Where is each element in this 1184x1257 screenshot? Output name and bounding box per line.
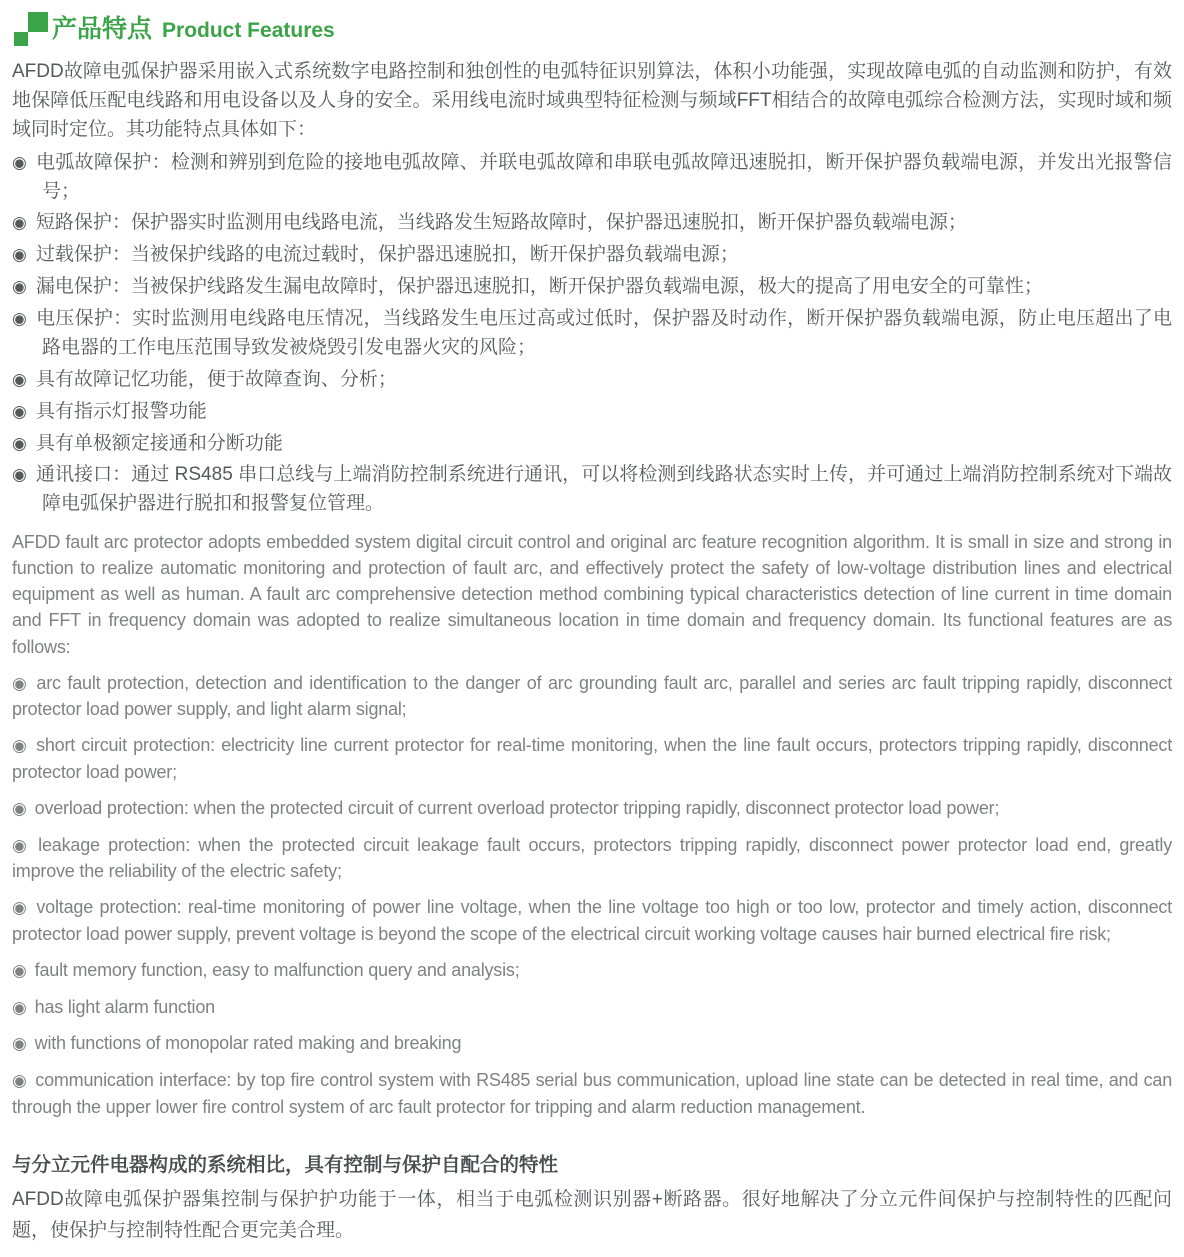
feature-item-zh: [12, 461, 1172, 519]
fisheye-bullet-icon: ◉: [12, 1034, 27, 1054]
green-square-small: [14, 32, 28, 46]
feature-text-zh: 具有故障记忆功能，便于故障查询、分析；: [35, 368, 397, 390]
feature-item-zh: [12, 398, 1172, 427]
feature-text-en: communication interface: by top fire control system with RS485 serial bus communication, upload line state can be detected in real time, and can through the upper lower fire control system of arc fault protector for tripping and alarm reduction management.: [12, 1070, 1173, 1117]
feature-list-zh: [12, 149, 1172, 520]
page-title-en: Product Features: [162, 18, 335, 42]
comparison-paragraph: AFDD故障电弧保护器集控制与保护护功能于一体，相当于电弧检测识别器+断路器。很好地解决了分立元件间保护与控制特性的匹配问题，使保护与控制特性配合更完美合理。: [12, 1189, 1172, 1241]
feature-item-zh: [12, 241, 1172, 270]
feature-item-zh: [12, 209, 1172, 238]
fisheye-bullet-icon: ◉: [12, 835, 31, 855]
feature-item-en: [12, 732, 1172, 785]
fisheye-bullet-icon: ◉: [12, 898, 29, 918]
fisheye-bullet-icon: ◉: [12, 369, 27, 389]
fisheye-bullet-icon: ◉: [12, 213, 27, 233]
feature-text-en: with functions of monopolar rated making and breaking: [34, 1033, 462, 1054]
fisheye-bullet-icon: ◉: [12, 401, 27, 421]
fisheye-bullet-icon: ◉: [12, 309, 28, 328]
feature-item-en: [12, 994, 1172, 1021]
feature-text-zh: 电弧故障保护：检测和辨别到危险的接地电弧故障、并联电弧故障和串联电弧故障迅速脱扣，断开保护器负载端电源，并发出光报警信号；: [36, 151, 1172, 202]
page-title-zh: 产品特点: [52, 14, 153, 43]
feature-item-zh: [12, 430, 1172, 459]
feature-text-en: leakage protection: when the protected circuit leakage fault occurs, protectors tripping rapidly, disconnect power protector load end, greatly improve the reliability of the electric safety;: [12, 834, 1172, 882]
feature-list-en: [12, 670, 1172, 1120]
feature-item-en: [12, 795, 1172, 822]
feature-item-zh: [12, 149, 1172, 207]
fisheye-bullet-icon: ◉: [12, 277, 27, 297]
feature-item-en: [12, 670, 1172, 723]
feature-item-zh: [12, 366, 1172, 395]
fisheye-bullet-icon: ◉: [12, 1071, 28, 1091]
fisheye-bullet-icon: ◉: [12, 245, 27, 265]
feature-text-en: short circuit protection: electricity line current protector for real-time monitoring, when the line fault occurs, protectors tripping rapidly, disconnect protector load power;: [12, 735, 1172, 782]
fisheye-bullet-icon: ◉: [12, 673, 29, 693]
fisheye-bullet-icon: ◉: [12, 465, 27, 485]
intro-paragraph-en: AFDD fault arc protector adopts embedded system digital circuit control and original arc feature recognition algorithm. It is small in size and strong in function to realize automatic monitoring and protection of fault arc, and effectively protect the safety of low-voltage distribution lines and electrical equipment as well as human. A fault arc comprehensive detection method combining typical characteristics detection of line current in time domain and FFT in frequency domain was adopted to realize simultaneous location in time domain and frequency domain. Its functional features are as follows:: [12, 532, 1172, 657]
feature-text-zh: 过载保护：当被保护线路的电流过载时，保护器迅速脱扣，断开保护器负载端电源；: [35, 244, 739, 266]
feature-item-en: [12, 1067, 1172, 1120]
fisheye-bullet-icon: ◉: [12, 961, 27, 981]
fisheye-bullet-icon: ◉: [12, 736, 29, 756]
intro-paragraph-zh: AFDD故障电弧保护器采用嵌入式系统数字电路控制和独创性的电弧特征识别算法，体积小功能强，实现故障电弧的自动监测和防护，有效地保障低压配电线路和用电设备以及人身的安全。采用线电流时域典型特征检测与频域FFT相结合的故障电弧综合检测方法，实现时域和频域同时定位。其功能特点具体如下：: [12, 61, 1172, 140]
feature-item-zh: [12, 305, 1172, 363]
green-square-large: [28, 12, 48, 32]
feature-text-en: arc fault protection, detection and identification to the danger of arc grounding fault arc, parallel and series arc fault tripping rapidly, disconnect protector load power supply, and light alarm signal;: [12, 672, 1172, 720]
feature-item-en: [12, 832, 1172, 885]
feature-item-en: [12, 957, 1172, 984]
feature-text-zh: 具有单极额定接通和分断功能: [35, 432, 283, 454]
feature-text-zh: 电压保护：实时监测用电线路电压情况，当线路发生电压过高或过低时，保护器及时动作，断开保护器负载端电源，防止电压超出了电路电器的工作电压范围导致发被烧毁引发电器火灾的风险；: [36, 308, 1172, 358]
feature-text-en: overload protection: when the protected circuit of current overload protector tripping rapidly, disconnect protector load power;: [34, 798, 1000, 819]
feature-text-zh: 短路保护：保护器实时监测用电线路电流，当线路发生短路故障时，保护器迅速脱扣，断开保护器负载端电源；: [35, 212, 967, 234]
feature-text-zh: 通讯接口：通过 RS485 串口总线与上端消防控制系统进行通讯，可以将检测到线路状态实时上传，并可通过上端消防控制系统对下端故障电弧保护器进行脱扣和报警复位管理。: [35, 464, 1173, 515]
feature-text-zh: 具有指示灯报警功能: [35, 400, 207, 422]
fisheye-bullet-icon: ◉: [12, 799, 27, 819]
feature-item-zh: [12, 273, 1172, 302]
feature-item-en: [12, 894, 1172, 947]
fisheye-bullet-icon: ◉: [12, 152, 28, 172]
comparison-heading: 与分立元件电器构成的系统相比，具有控制与保护自配合的特性: [12, 1153, 559, 1176]
green-pixel-squares-icon: [12, 10, 50, 48]
feature-text-zh: 漏电保护：当被保护线路发生漏电故障时，保护器迅速脱扣，断开保护器负载端电源，极大的提高了用电安全的可靠性；: [35, 276, 1043, 298]
feature-text-en: has light alarm function: [34, 996, 215, 1017]
feature-item-en: [12, 1030, 1172, 1057]
feature-text-en: voltage protection: real-time monitoring of power line voltage, when the line voltage too high or too low, protector and timely action, disconnect protector load power supply, prevent voltage is beyond the scope of the electrical circuit working voltage causes hair burned electrical fire risk;: [12, 897, 1172, 945]
feature-text-en: fault memory function, easy to malfunction query and analysis;: [34, 960, 520, 981]
fisheye-bullet-icon: ◉: [12, 433, 27, 453]
section-header: [12, 10, 1172, 48]
fisheye-bullet-icon: ◉: [12, 997, 27, 1017]
